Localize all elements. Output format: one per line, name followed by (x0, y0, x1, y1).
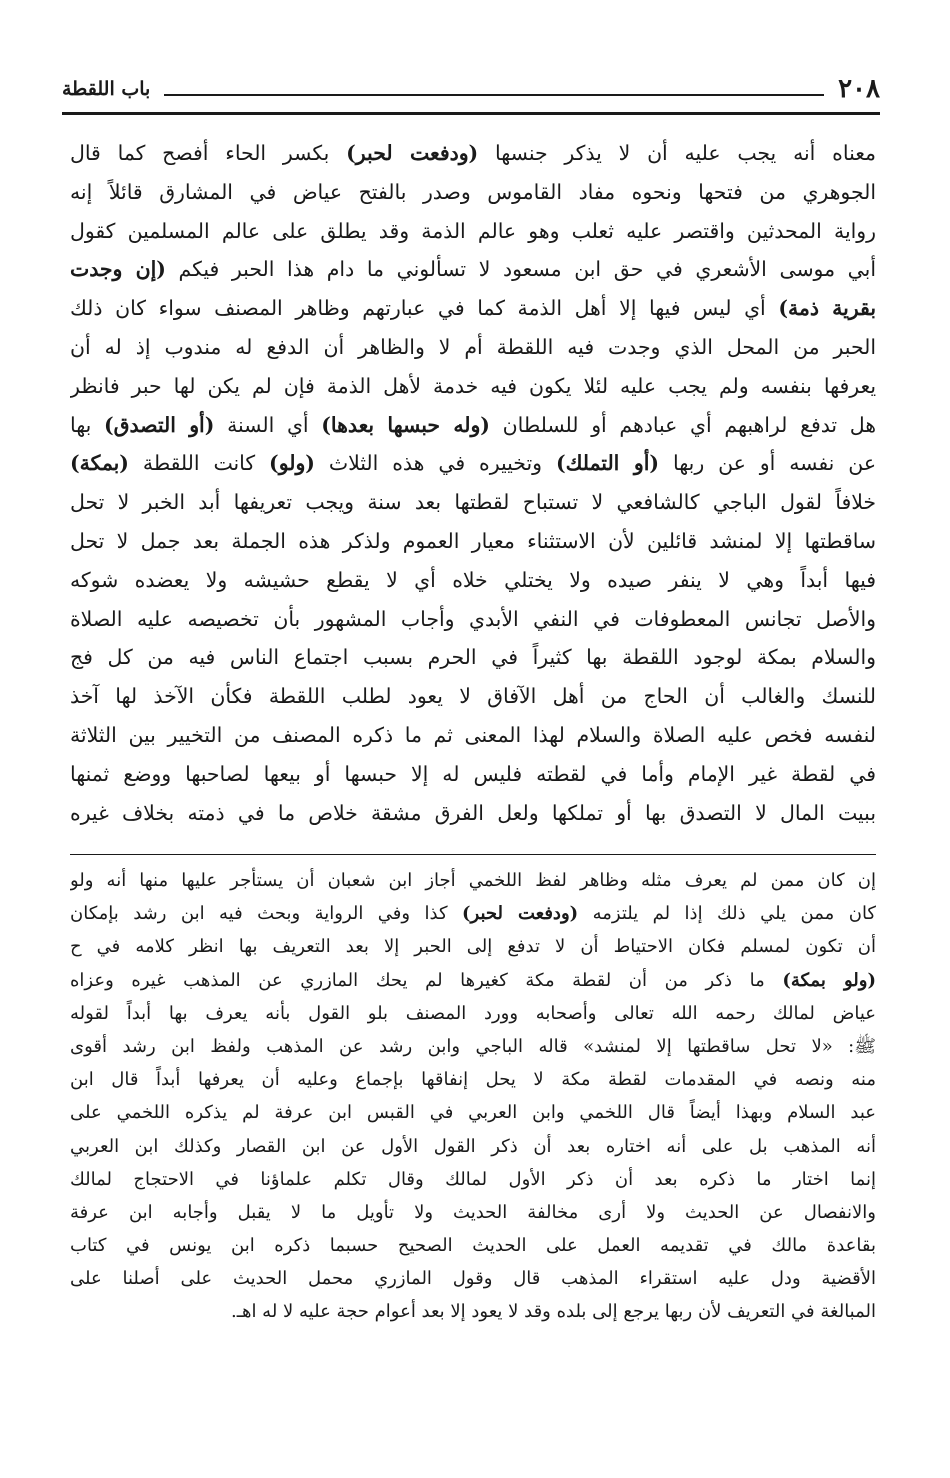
emphasized-phrase: (وله حبسها بعدها) (321, 412, 490, 437)
body-line: فيها أبداً وهي لا ينفر صيده ولا يختلي خلاه أي لا يقطع حشيشه ولا يعضده شوكه (70, 567, 876, 592)
footnote-line: بقاعدة مالك في تقديمه العمل على الحديث الصحيح حسبما ذكره ابن يونس في كتاب (70, 1235, 876, 1257)
footnote-line: الأقضية ودل عليه استقراء المذهب قال وقول المازري محمل الحديث على أصلنا على (70, 1268, 876, 1290)
footnote-line: ﷺ: «لا تحل ساقطتها إلا لمنشد» قاله الباجي وابن رشد عن المذهب ولفظ ابن رشد أقوى (70, 1035, 876, 1057)
emphasized-phrase: (إن وجدت (70, 257, 166, 282)
main-text (70, 134, 876, 832)
body-line: هل تدفع لراهبهم أي عبادهم أو للسلطان (وله حبسها بعدها) أي السنة (أو التصدق) بها (70, 412, 876, 437)
footnote-text (70, 864, 876, 1329)
header-rule (164, 94, 824, 96)
footnote-line: عياض لمالك رحمه الله تعالى وأصحابه وورد المصنف بلو القول بأنه يعرف بها أبداً لقوله (70, 1002, 876, 1024)
body-line: خلافاً لقول الباجي كالشافعي لا تستباح لقطتها بعد سنة ويجب تعريفها أبد الخبر لا تحل (70, 490, 876, 515)
body-line: لنفسه فخص عليه الصلاة والسلام لهذا المعنى ثم ما ذكره المصنف من التخيير بين الثلاثة (70, 722, 876, 747)
footnote-line: أن تكون لمسلم فكان الاحتياط أن لا تدفع إلى الحبر إلا بعد التعريف بها انظر كلامه في ح (70, 936, 876, 958)
footnote-separator (70, 854, 876, 855)
footnote-line: إن كان ممن لم يعرف مثله وظاهر لفظ اللخمي أجاز ابن شعبان أن يستأجر عليها منها أنه ولو (70, 870, 876, 891)
footnote-line: أنه المذهب بل على أنه اختاره بعد أن ذكر القول الأول عن ابن القصار وكذلك ابن العربي (70, 1135, 876, 1157)
emphasized-phrase: بقرية ذمة) (778, 296, 876, 321)
body-line: يعرفها بنفسه ولم يجب عليه لئلا يكون فيه خدمة لأهل الذمة فإن لم يكن لها حبر فانظر (70, 373, 876, 398)
body-line: معناه أنه يجب عليه أن لا يذكر جنسها (ودفعت لحبر) بكسر الحاء أفصح كما قال (70, 141, 876, 165)
emphasized-phrase: (بمكة) (70, 451, 129, 476)
footnote-line: (ولو بمكة) ما ذكر من أن لقطة مكة كغيرها لم يحك المازري عن المذهب غيره وعزاه (70, 969, 876, 991)
footnote-line: منه ونصه في المقدمات لقطة مكة لا يحل إنفاقها بإجماع وعليه أن يعرفها أبداً قال ابن (70, 1069, 876, 1091)
header-underline (62, 112, 880, 115)
footnote-line: إنما اختار ما ذكره بعد أن ذكر الأول لمالك وقال تكلم علماؤنا في الاحتجاج لمالك (70, 1168, 876, 1190)
body-line: والسلام بمكة لوجود اللقطة بها كثيراً في الحرم بسبب اجتماع الناس فيه من كل فج (70, 645, 876, 670)
running-title: باب اللقطة (62, 78, 151, 100)
emphasized-phrase: (ولو) (269, 451, 315, 476)
emphasized-phrase: (ولو بمكة) (782, 969, 876, 991)
footnote-line: والانفصال عن الحديث ولا أرى مخالفة الحديث ولا تأويل ما لا يقبل وأجابه ابن عرفة (70, 1201, 876, 1223)
footnote-line: عبد السلام وبهذا أيضاً قال اللخمي وابن العربي في القبس ابن عرفة لم يذكره اللخمي على (70, 1102, 876, 1124)
body-line: الحبر من المحل الذي وجدت فيه اللقطة أم لا والظاهر أن الدفع له مندوب إذ له أن (70, 334, 876, 359)
page-header (62, 68, 880, 104)
page-number: ٢٠٨ (838, 74, 880, 104)
emphasized-phrase: (أو التصدق) (104, 412, 215, 437)
footnote-line: المبالغة في التعريف لأن ربها يرجع إلى بلده وقد لا يعود إلا بعد أعوام حجة عليه لا له اهـ. (230, 1301, 876, 1323)
emphasized-phrase: (ودفعت لحبر) (346, 141, 479, 165)
body-line: رواية المحدثين واقتصر عليه ثعلب وهو عالم الذمة وقد يطلق على عالم المسلمين كقول (70, 218, 876, 243)
body-line: عن نفسه أو عن ربها (أو التملك) وتخييره في هذه الثلاث (ولو) كانت اللقطة (بمكة) (70, 451, 876, 476)
footnote-line: كان ممن يلي ذلك إذا لم يلتزمه (ودفعت لحبر) كذا وفي الرواية وبحث فيه ابن رشد بإمكان (70, 903, 876, 925)
body-line: والأصل تجانس المعطوفات في النفي الأبدي وأجاب المشهور بأن تخصيصه عليه الصلاة (70, 606, 876, 631)
body-line: للنسك والغالب أن الحاج من أهل الآفاق لا يعود لطلب اللقطة فكأن الآخذ لها آخذ (70, 684, 876, 709)
body-line: بقرية ذمة) أي ليس فيها إلا أهل الذمة كما في عبارتهم وظاهر المصنف سواء كان ذلك (70, 296, 876, 321)
body-line: أبي موسى الأشعري في حق ابن مسعود لا تسألوني ما دام هذا الحبر فيكم (إن وجدت (70, 257, 876, 282)
body-line: الجوهري من فتحها ونحوه مفاد القاموس وصدر بالفتح عياض في المشارق قائلاً إنه (70, 179, 876, 204)
emphasized-phrase: (ودفعت لحبر) (462, 903, 579, 925)
emphasized-phrase: (أو التملك) (555, 451, 660, 476)
body-line: ساقطتها إلا لمنشد قائلين لأن الاستثناء معيار العموم ولذكر هذه الجملة بعد جمل لا تحل (70, 528, 876, 553)
body-line: في لقطة غير الإمام وأما في لقطته فليس له إلا حبسها أو بيعها لصاحبها ووضع ثمنها (70, 761, 876, 786)
body-line: ببيت المال لا التصدق بها أو تملكها ولعل الفرق مشقة خلاص ما في ذمته بخلاف غيره (70, 800, 876, 825)
